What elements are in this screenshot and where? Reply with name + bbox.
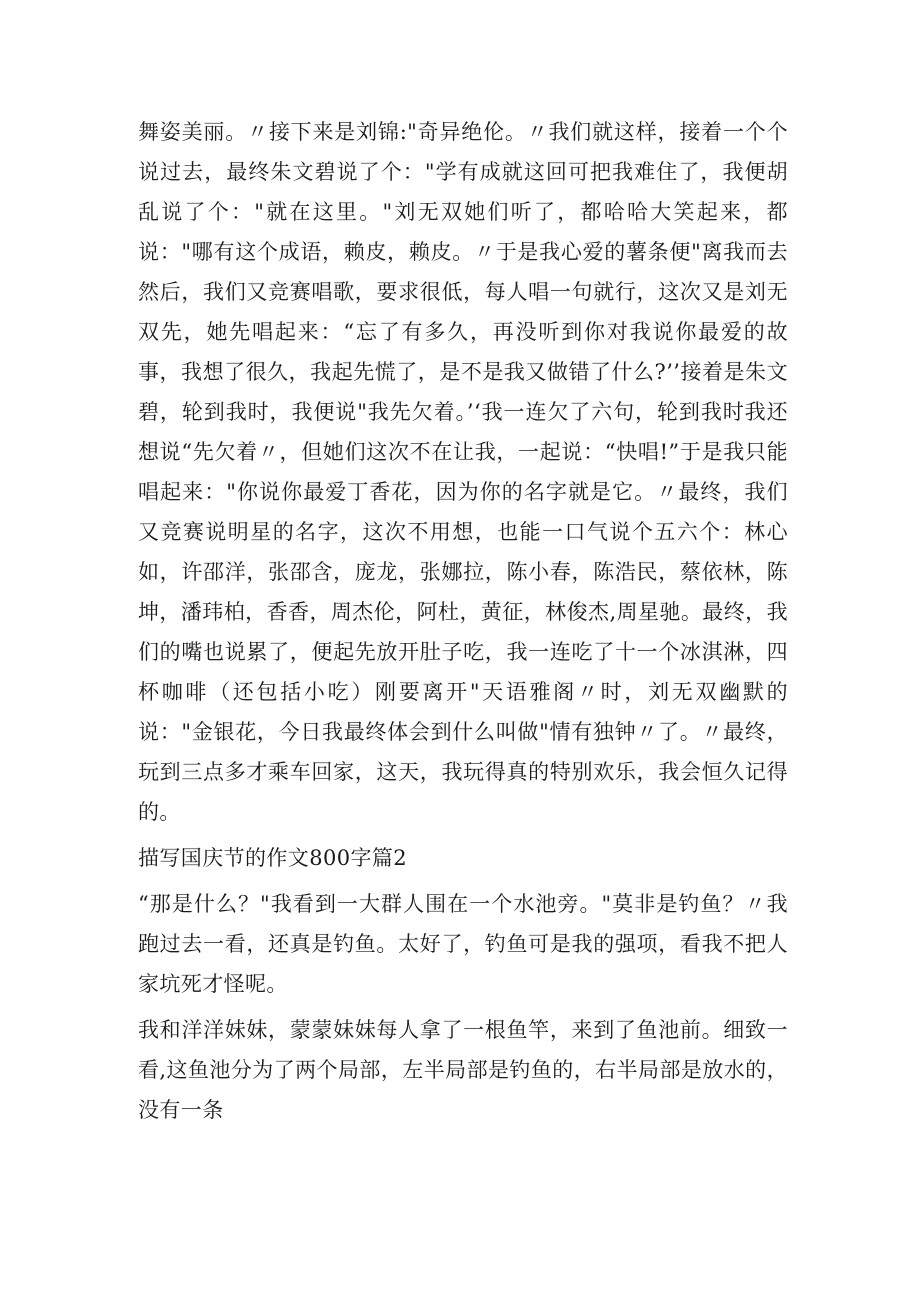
paragraph-3: 我和洋洋妹妹，蒙蒙妹妹每人拿了一根鱼竿，来到了鱼池前。细致一看,这鱼池分为了两个局部，左半局部是钓鱼的，右半局部是放水的，没有一条	[138, 1018, 788, 1122]
paragraph-1: 舞姿美丽。〃接下来是刘锦:"奇异绝伦。〃我们就这样，接着一个个说过去，最终朱文碧说了个："学有成就这回可把我难住了，我便胡乱说了个："就在这里。"刘无双她们听了，都哈哈大笑起来，都说："哪有这个成语，赖皮，赖皮。〃于是我心爱的薯条便"离我而去然后，我们又竞赛唱歌，要求很低，每人唱一句就行，这次又是刘无双先，她先唱起来：“忘了有多久，再没听到你对我说你最爱的故事，我想了很久，我起先慌了，是不是我又做错了什么?’’接着是朱文碧，轮到我时，我便说"我先欠着。’‘我一连欠了六句，轮到我时我还想说“先欠着〃，但她们这次不在让我，一起说：“快唱!”于是我只能唱起来："你说你最爱丁香花，因为你的名字就是它。〃最终，我们又竞赛说明星的名字，这次不用想，也能一口气说个五六个：林心如，许邵洋，张邵含，庞龙，张娜拉，陈小春，陈浩民，蔡依林，陈坤，潘玮柏，香香，周杰伦，阿杜，黄征，林俊杰,周星驰。最终，我们的嘴也说累了，便起先放开肚子吃，我一连吃了十一个冰淇淋，四杯咖啡（还包括小吃）刚要离开"天语雅阁〃时，刘无双幽默的说："金银花，今日我最终体会到什么叫做"情有独钟〃了。〃最终，玩到三点多才乘车回家，这天，我玩得真的特别欢乐，我会恒久记得的。	[138, 120, 788, 824]
paragraph-2: “那是什么？"我看到一大群人围在一个水池旁。"莫非是钓鱼？〃我跑过去一看，还真是钓鱼。太好了，钓鱼可是我的强项，看我不把人家坑死才怪呢。	[138, 892, 788, 996]
section-heading: 描写国庆节的作文800字篇2	[138, 846, 408, 870]
